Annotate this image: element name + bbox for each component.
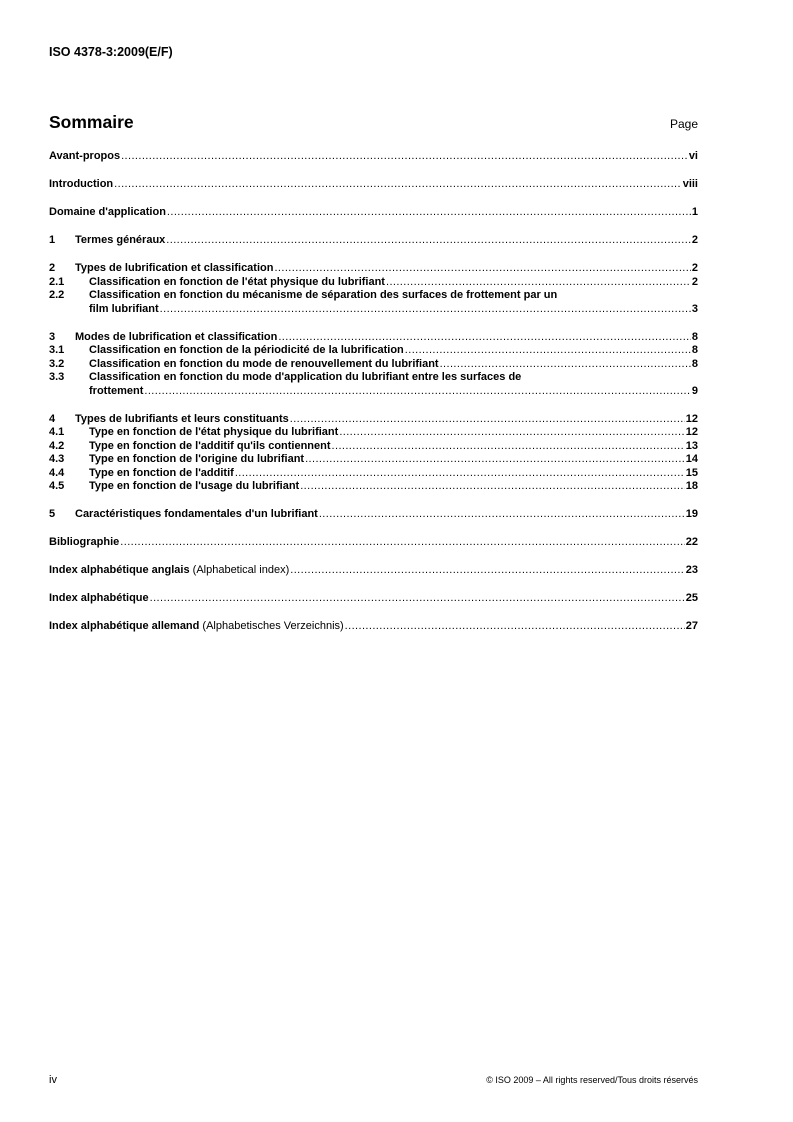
toc-entry-page: 22 <box>685 536 698 548</box>
toc-leader-dots <box>305 453 685 467</box>
toc-entry-page: vi <box>688 150 698 162</box>
toc-entry-text-continued: frottement <box>89 384 144 397</box>
toc-entry-clause-4-3[interactable] <box>49 453 698 467</box>
toc-entry-page: 9 <box>691 384 698 397</box>
toc-entry-text: Avant-propos <box>49 150 121 162</box>
toc-entry-index-allemand[interactable] <box>49 620 698 634</box>
toc-entry-page: 18 <box>685 480 698 492</box>
toc-leader-dots <box>274 262 690 276</box>
toc-entry-text <box>49 564 289 578</box>
toc-entry-clause-2-2[interactable] <box>49 289 698 316</box>
toc-leader-dots <box>160 303 691 317</box>
toc-entry-number: 4.4 <box>49 466 65 479</box>
toc-entry-number: 4.3 <box>49 453 65 465</box>
toc-page-label: Page <box>669 117 698 131</box>
toc-entry-page: 23 <box>685 564 698 576</box>
toc-entry-text-bold: Index alphabétique allemand <box>49 620 200 632</box>
toc-entry-clause-3-3[interactable] <box>49 371 698 398</box>
toc-entry-page: 2 <box>691 234 698 246</box>
toc-entry-text: Type en fonction de l'état physique du lubrifiant <box>89 426 339 438</box>
footer-page-number: iv <box>49 1074 57 1086</box>
toc-entry-text: Type en fonction de l'additif <box>89 466 234 479</box>
toc-entry-text: Types de lubrifiants et leurs constituants <box>75 412 289 425</box>
toc-entry-text-normal: (Alphabetical index) <box>189 564 290 576</box>
toc-entry-clause-4-2[interactable] <box>49 440 698 454</box>
toc-entry-text-bold: Index alphabétique anglais <box>49 564 190 576</box>
toc-entry-text: Type en fonction de l'usage du lubrifiant <box>89 480 300 492</box>
toc-entry-page: 25 <box>685 592 698 604</box>
toc-entry-number: 1 <box>49 234 56 246</box>
toc-leader-dots <box>290 564 684 578</box>
toc-leader-dots <box>339 426 684 440</box>
toc-entry-text: Bibliographie <box>49 536 120 548</box>
toc-entry-domaine[interactable] <box>49 206 698 220</box>
toc-entry-page: 1 <box>691 206 698 218</box>
toc-entry-number: 3.2 <box>49 357 65 370</box>
toc-leader-dots <box>150 592 685 606</box>
toc-entry-number: 4.2 <box>49 439 65 452</box>
toc-entry-clause-1[interactable] <box>49 234 698 248</box>
toc-entry-text: Domaine d'application <box>49 206 166 218</box>
document-id: ISO 4378-3:2009(E/F) <box>49 45 173 59</box>
toc-entry-page: 19 <box>685 508 698 520</box>
toc-entry-page: viii <box>682 178 698 190</box>
toc-leader-dots <box>144 385 690 399</box>
toc-entry-clause-3[interactable] <box>49 331 698 345</box>
toc-entry-page: 8 <box>691 344 698 356</box>
toc-entry-text: Introduction <box>49 178 114 190</box>
toc-entry-clause-4-4[interactable] <box>49 467 698 481</box>
toc-entry-page: 3 <box>691 302 698 315</box>
toc-leader-dots <box>300 480 685 494</box>
toc-leader-dots <box>120 536 684 550</box>
toc-entry-page: 2 <box>691 262 698 274</box>
toc-entry-text: Classification en fonction du mode de renouvellement du lubrifiant <box>89 357 439 370</box>
toc-entry-text: Type en fonction de l'additif qu'ils contiennent <box>89 439 331 452</box>
toc-entry-page: 2 <box>691 275 698 288</box>
footer-copyright: © ISO 2009 – All rights reserved/Tous droits réservés <box>486 1075 698 1085</box>
toc-leader-dots <box>278 331 691 345</box>
toc-entry-clause-3-1[interactable] <box>49 344 698 358</box>
toc-entry-text: Caractéristiques fondamentales d'un lubrifiant <box>75 508 318 520</box>
toc-leader-dots <box>114 178 682 192</box>
toc-leader-dots <box>167 206 691 220</box>
toc-entry-index-anglais[interactable] <box>49 564 698 578</box>
toc-entry-text: Type en fonction de l'origine du lubrifiant <box>89 453 305 465</box>
toc-entry-text: Types de lubrification et classification <box>75 262 274 274</box>
toc-entry-avant-propos[interactable] <box>49 150 698 164</box>
toc-entry-page: 15 <box>685 466 698 479</box>
toc-entry-clause-4-5[interactable] <box>49 480 698 494</box>
toc-entry-page: 14 <box>685 453 698 465</box>
toc-entry-clause-4-1[interactable] <box>49 426 698 440</box>
toc-entry-clause-2[interactable] <box>49 262 698 276</box>
toc-entry-index-francais[interactable] <box>49 592 698 606</box>
toc-entry-number: 5 <box>49 508 56 520</box>
toc-leader-dots <box>332 440 685 454</box>
toc-entry-number: 2.2 <box>49 289 65 301</box>
toc-leader-dots <box>440 358 691 372</box>
table-of-contents <box>49 150 698 634</box>
toc-leader-dots <box>405 344 691 358</box>
toc-entry-number: 4.5 <box>49 480 65 492</box>
toc-entry-text: Termes généraux <box>75 234 166 246</box>
toc-leader-dots <box>166 234 691 248</box>
toc-entry-text-continued: film lubrifiant <box>89 302 159 315</box>
toc-entry-page: 8 <box>691 330 698 343</box>
toc-entry-number: 3.1 <box>49 344 65 356</box>
toc-entry-number: 3.3 <box>49 371 65 383</box>
toc-entry-bibliographie[interactable] <box>49 536 698 550</box>
toc-entry-text-normal: (Alphabetisches Verzeichnis) <box>199 620 344 632</box>
toc-entry-clause-2-1[interactable] <box>49 276 698 290</box>
toc-entry-page: 12 <box>685 412 698 425</box>
toc-leader-dots <box>121 150 688 164</box>
toc-entry-page: 13 <box>685 439 698 452</box>
toc-leader-dots <box>319 508 685 522</box>
toc-header <box>49 112 698 133</box>
toc-entry-number: 2 <box>49 262 56 274</box>
toc-entry-number: 2.1 <box>49 275 65 288</box>
toc-entry-number: 4.1 <box>49 426 65 438</box>
toc-entry-text <box>49 620 344 634</box>
toc-leader-dots <box>235 467 685 481</box>
toc-entry-number: 4 <box>49 412 56 425</box>
toc-entry-text: Classification en fonction de l'état physique du lubrifiant <box>89 275 385 288</box>
toc-entry-text: Classification en fonction de la périodicité de la lubrification <box>89 344 404 356</box>
toc-entry-clause-4[interactable] <box>49 413 698 427</box>
toc-entry-text: Modes de lubrification et classification <box>75 330 278 343</box>
toc-entry-page: 12 <box>685 426 698 438</box>
toc-entry-page: 8 <box>691 357 698 370</box>
toc-entry-clause-3-2[interactable] <box>49 358 698 372</box>
toc-entry-text: Classification en fonction du mécanisme de séparation des surfaces de frottement par un <box>89 289 558 301</box>
toc-entry-page: 27 <box>685 620 698 632</box>
toc-entry-number: 3 <box>49 330 56 343</box>
toc-leader-dots <box>290 413 685 427</box>
toc-leader-dots <box>345 620 685 634</box>
toc-entry-text: Index alphabétique <box>49 592 149 604</box>
toc-entry-introduction[interactable] <box>49 178 698 192</box>
toc-title: Sommaire <box>49 112 134 132</box>
toc-leader-dots <box>386 276 691 290</box>
toc-entry-text: Classification en fonction du mode d'application du lubrifiant entre les surfaces de <box>89 371 522 383</box>
toc-entry-clause-5[interactable] <box>49 508 698 522</box>
